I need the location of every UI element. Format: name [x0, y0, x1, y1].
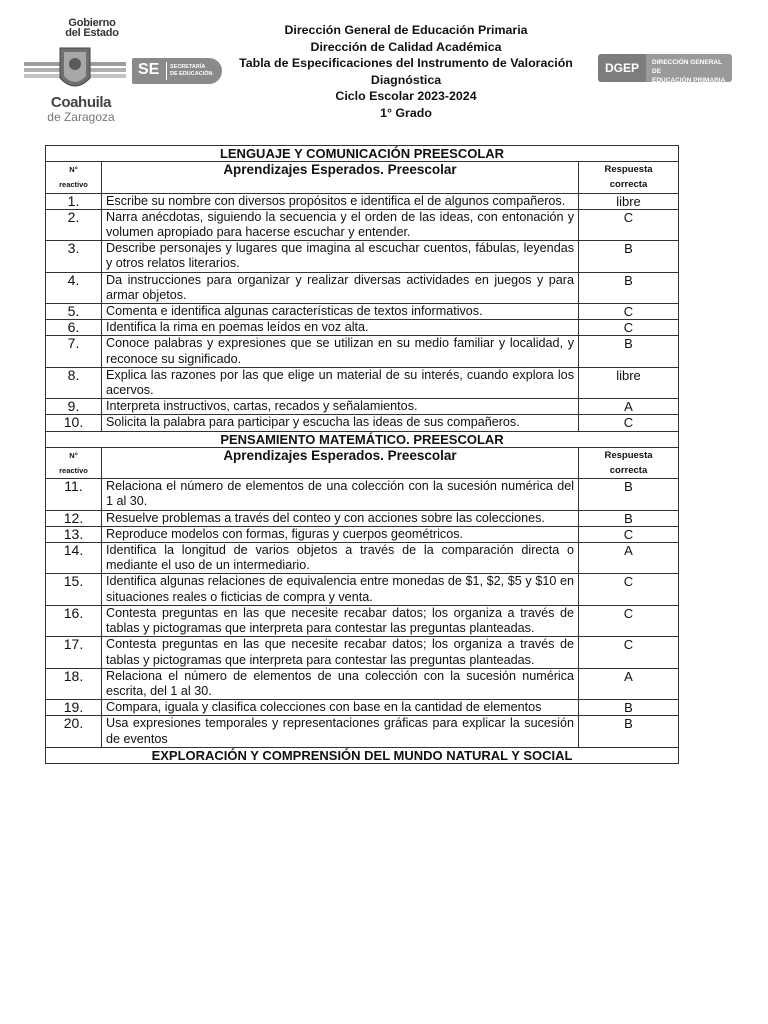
section-title: PENSAMIENTO MATEMÁTICO. PREESCOLAR	[46, 431, 679, 447]
aprendizaje-text: Usa expresiones temporales y representaciones gráficas para explicar la sucesión de eventos	[102, 716, 579, 747]
reactivo-number: 9.	[46, 399, 102, 415]
aprendizaje-text: Contesta preguntas en las que necesite recabar datos; los organiza a través de tablas y pictogramas que interpreta para contestar las preguntas planteadas.	[102, 637, 579, 668]
aprendizaje-text: Escribe su nombre con diversos propósitos e identifica el de algunos compañeros.	[102, 193, 579, 209]
respuesta-column-header: Respuesta correcta	[579, 447, 679, 478]
reactivo-number: 14.	[46, 543, 102, 574]
reactivo-number: 16.	[46, 605, 102, 636]
table-row	[46, 668, 679, 699]
se-badge-text: SE	[138, 61, 160, 78]
respuesta-correcta: C	[579, 415, 679, 431]
aprendizaje-text: Solicita la palabra para participar y escucha las ideas de sus compañeros.	[102, 415, 579, 431]
reactivo-number: 12.	[46, 510, 102, 526]
table-row	[46, 605, 679, 636]
aprendizaje-text: Contesta preguntas en las que necesite recabar datos; los organiza a través de tablas y pictogramas que interpreta para contestar las preguntas planteadas.	[102, 605, 579, 636]
gobierno-text: Gobierno del Estado	[65, 17, 119, 39]
reactivo-number: 3.	[46, 241, 102, 272]
table-row	[46, 574, 679, 605]
respuesta-correcta: B	[579, 716, 679, 747]
table-row	[46, 479, 679, 510]
reactivo-number: 20.	[46, 716, 102, 747]
aprendizaje-text: Relaciona el número de elementos de una colección con la sucesión numérica del 1 al 30.	[102, 479, 579, 510]
respuesta-correcta: C	[579, 637, 679, 668]
aprendizaje-text: Identifica la rima en poemas leídos en voz alta.	[102, 320, 579, 336]
reactivo-number: 8.	[46, 367, 102, 398]
aprendizaje-text: Resuelve problemas a través del conteo y con acciones sobre las colecciones.	[102, 510, 579, 526]
section-title: LENGUAJE Y COMUNICACIÓN PREESCOLAR	[46, 146, 679, 162]
table-row	[46, 193, 679, 209]
title-line: Dirección General de Educación Primaria	[284, 23, 528, 37]
reactivo-number: 2.	[46, 209, 102, 240]
coahuila-government-logo	[22, 14, 222, 126]
aprendizaje-text: Relaciona el número de elementos de una colección con la sucesión numérica escrita, del 1 al 30.	[102, 668, 579, 699]
aprendizaje-text: Identifica la longitud de varios objetos a través de la comparación directa o mediante el uso de un intermediario.	[102, 543, 579, 574]
dgep-logo	[598, 54, 732, 82]
reactivo-number: 5.	[46, 304, 102, 320]
section-header-row	[46, 431, 679, 447]
aprendizaje-text: Explica las razones por las que elige un material de su interés, cuando explora los acervos.	[102, 367, 579, 398]
state-subname: de Zaragoza	[47, 110, 115, 124]
se-separator	[166, 62, 167, 80]
respuesta-correcta: A	[579, 543, 679, 574]
num-column-header: N° reactivo	[46, 447, 102, 478]
reactivo-number: 10.	[46, 415, 102, 431]
specification-table	[45, 145, 679, 764]
title-line: Tabla de Especificaciones del Instrumento de Valoración	[239, 56, 573, 70]
respuesta-correcta: B	[579, 272, 679, 303]
respuesta-correcta: C	[579, 320, 679, 336]
respuesta-correcta: B	[579, 510, 679, 526]
title-line: Diagnóstica	[370, 72, 442, 87]
aprendizaje-text: Conoce palabras y expresiones que se utilizan en su medio familiar y localidad, y reconoce su significado.	[102, 336, 579, 367]
respuesta-correcta: libre	[579, 367, 679, 398]
column-header-row	[46, 447, 679, 478]
table-row	[46, 304, 679, 320]
reactivo-number: 15.	[46, 574, 102, 605]
aprendizaje-text: Interpreta instructivos, cartas, recados y señalamientos.	[102, 399, 579, 415]
title-line: Ciclo Escolar 2023-2024	[335, 89, 477, 103]
table-row	[46, 543, 679, 574]
table-row	[46, 526, 679, 542]
reactivo-number: 6.	[46, 320, 102, 336]
respuesta-correcta: B	[579, 241, 679, 272]
se-logo	[132, 58, 222, 84]
table-row	[46, 637, 679, 668]
reactivo-number: 11.	[46, 479, 102, 510]
table-row	[46, 209, 679, 240]
respuesta-correcta: libre	[579, 193, 679, 209]
respuesta-correcta: A	[579, 668, 679, 699]
section-header-row	[46, 146, 679, 162]
table-row	[46, 399, 679, 415]
reactivo-number: 4.	[46, 272, 102, 303]
table-row	[46, 241, 679, 272]
document-titles	[212, 22, 600, 121]
section-title: EXPLORACIÓN Y COMPRENSIÓN DEL MUNDO NATURAL Y SOCIAL	[46, 747, 679, 763]
reactivo-number: 1.	[46, 193, 102, 209]
dgep-badge-text: DGEP	[598, 54, 646, 82]
table-row	[46, 510, 679, 526]
respuesta-correcta: C	[579, 605, 679, 636]
aprendizaje-text: Narra anécdotas, siguiendo la secuencia y el orden de las ideas, con entonación y volumen apropiado para hacerse escuchar y entender.	[102, 209, 579, 240]
reactivo-number: 18.	[46, 668, 102, 699]
table-row	[46, 320, 679, 336]
column-header-row	[46, 162, 679, 193]
respuesta-correcta: B	[579, 336, 679, 367]
aprendizaje-text: Da instrucciones para organizar y realizar diversas actividades en juegos y para armar objetos.	[102, 272, 579, 303]
respuesta-correcta: B	[579, 700, 679, 716]
respuesta-correcta: C	[579, 209, 679, 240]
aprendizajes-column-header: Aprendizajes Esperados. Preescolar	[102, 162, 579, 193]
dgep-subtitle: DIRECCIÓN GENERAL DE EDUCACIÓN PRIMARIA	[652, 59, 726, 84]
aprendizaje-text: Describe personajes y lugares que imagina al escuchar cuentos, fábulas, leyendas y otros relatos literarios.	[102, 241, 579, 272]
title-line: Dirección de Calidad Académica	[310, 39, 502, 54]
reactivo-number: 17.	[46, 637, 102, 668]
state-name: Coahuila	[50, 94, 112, 111]
aprendizajes-column-header: Aprendizajes Esperados. Preescolar	[102, 447, 579, 478]
aprendizaje-text: Identifica algunas relaciones de equivalencia entre monedas de $1, $2, $5 y $10 en situaciones reales o ficticias de compra y venta.	[102, 574, 579, 605]
table-row	[46, 415, 679, 431]
respuesta-correcta: C	[579, 574, 679, 605]
respuesta-correcta: B	[579, 479, 679, 510]
section-header-row	[46, 747, 679, 763]
respuesta-correcta: C	[579, 304, 679, 320]
reactivo-number: 7.	[46, 336, 102, 367]
aprendizaje-text: Reproduce modelos con formas, figuras y cuerpos geométricos.	[102, 526, 579, 542]
respuesta-correcta: A	[579, 399, 679, 415]
title-line: 1° Grado	[380, 105, 432, 120]
table-row	[46, 716, 679, 747]
respuesta-column-header: Respuesta correcta	[579, 162, 679, 193]
num-column-header: N° reactivo	[46, 162, 102, 193]
table-row	[46, 272, 679, 303]
table-row	[46, 367, 679, 398]
se-badge-subtitle: SECRETARÍA DE EDUCACIÓN	[170, 64, 213, 77]
table-row	[46, 700, 679, 716]
table-row	[46, 336, 679, 367]
reactivo-number: 13.	[46, 526, 102, 542]
aprendizaje-text: Comenta e identifica algunas características de textos informativos.	[102, 304, 579, 320]
respuesta-correcta: C	[579, 526, 679, 542]
reactivo-number: 19.	[46, 700, 102, 716]
aprendizaje-text: Compara, iguala y clasifica colecciones con base en la cantidad de elementos	[102, 700, 579, 716]
